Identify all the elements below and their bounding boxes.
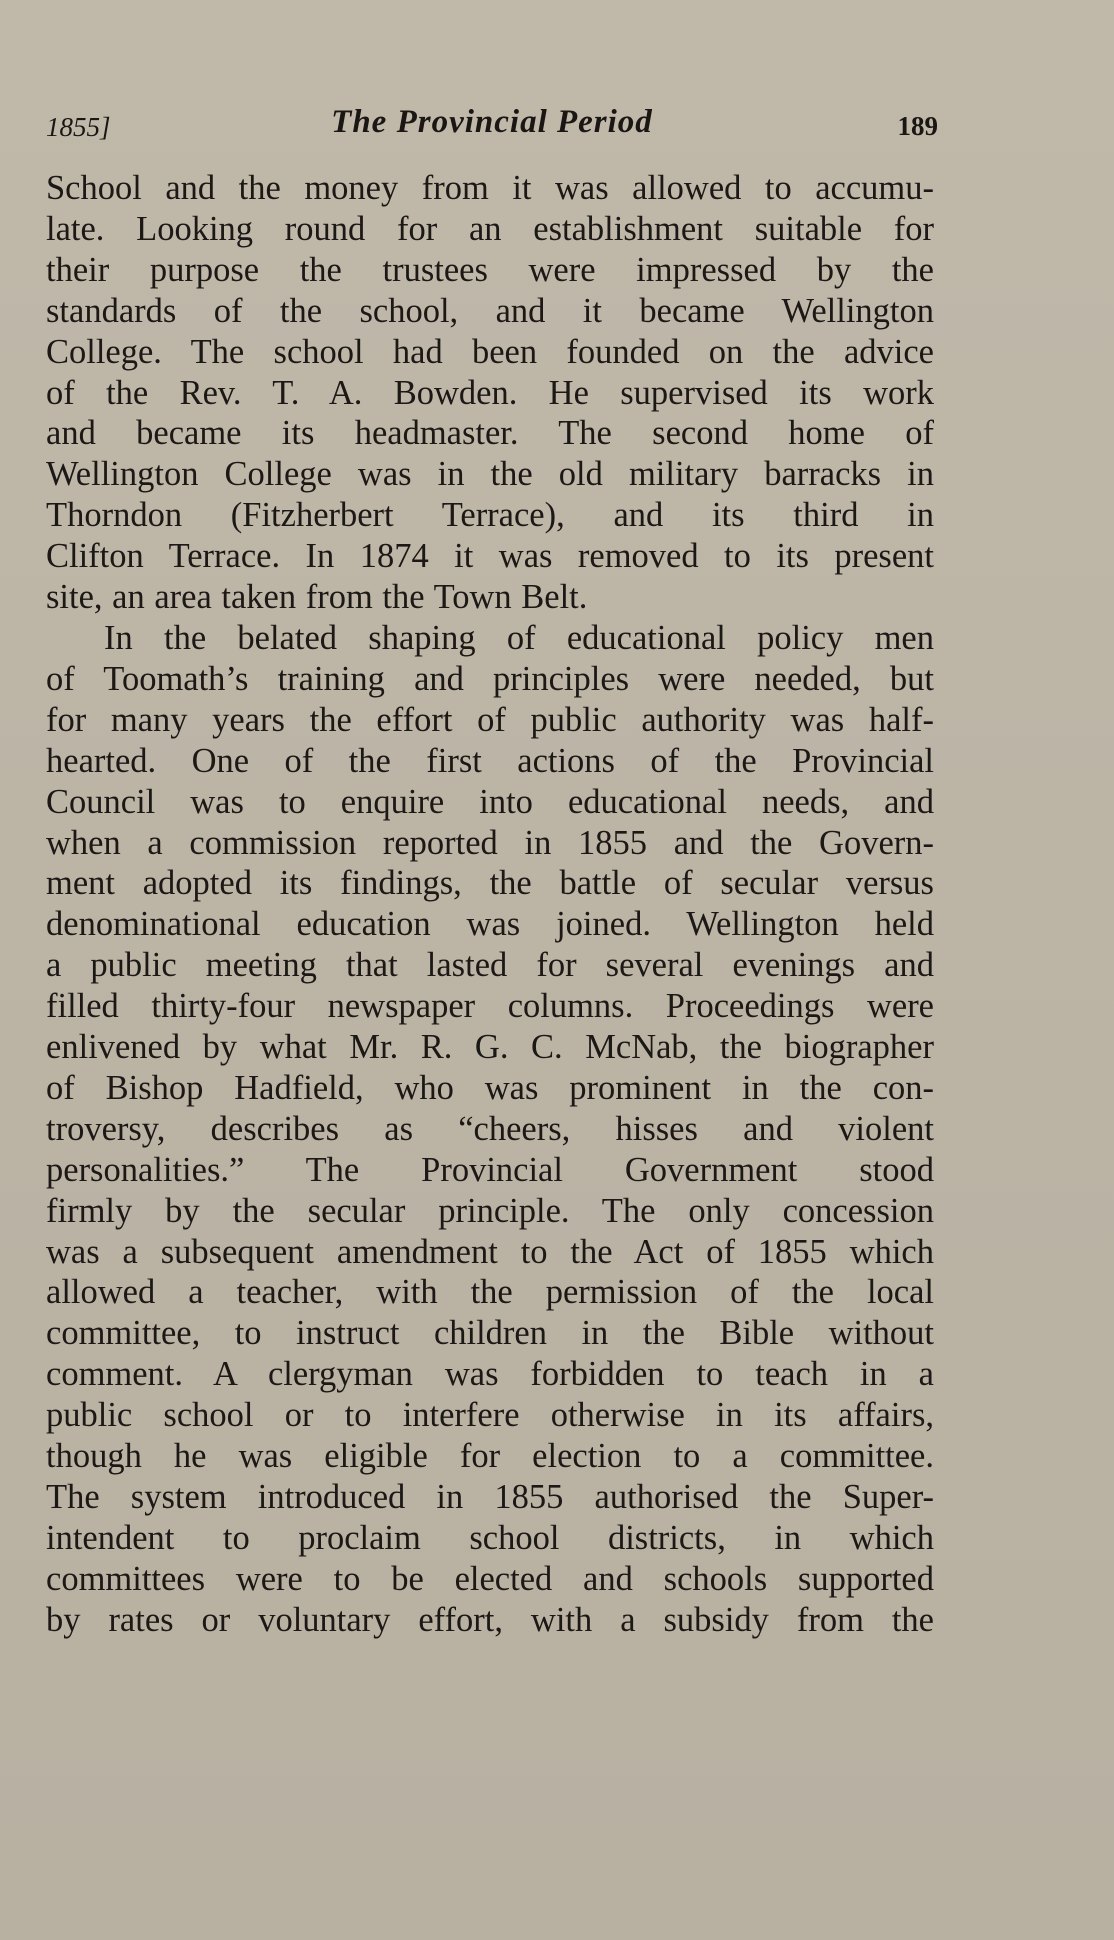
text-line: a public meeting that lasted for several evenings and [46,946,934,985]
text-line: Clifton Terrace. In 1874 it was removed to its present [46,537,934,576]
text-line: of Bishop Hadfield, who was prominent in the con- [46,1068,934,1107]
text-line: troversy, describes as “cheers, hisses and violent [46,1109,934,1148]
running-header [46,104,938,148]
text-line: firmly by the secular principle. The only concession [46,1191,934,1230]
text-line: though he was eligible for election to a committee. [46,1437,934,1476]
paragraph-end-line: site, an area taken from the Town Belt. [46,578,588,617]
text-line: committees were to be elected and schools supported [46,1559,934,1598]
text-line: and became its headmaster. The second home of [46,414,934,453]
text-line: when a commission reported in 1855 and the Govern- [46,823,934,862]
text-line: was a subsequent amendment to the Act of 1855 which [46,1232,934,1271]
text-line: ment adopted its findings, the battle of secular versus [46,864,934,903]
text-line: public school or to interfere otherwise in its affairs, [46,1396,934,1435]
text-line: The system introduced in 1855 authorised the Super- [46,1478,934,1516]
text-line: standards of the school, and it became Wellington [46,291,934,330]
page-number: 189 [897,111,938,141]
body-text [46,168,934,1641]
text-line: enlivened by what Mr. R. G. C. McNab, the biographer [46,1028,934,1067]
text-line: intendent to proclaim school districts, in which [46,1518,934,1557]
paragraph-start-line: In the belated shaping of educational policy men [104,618,934,657]
text-line: College. The school had been founded on the advice [46,332,934,371]
text-line: for many years the effort of public authority was half- [46,700,934,739]
text-line: hearted. One of the first actions of the Provincial [46,741,934,780]
text-line: late. Looking round for an establishment suitable for [46,209,934,248]
text-line: Council was to enquire into educational needs, and [46,782,934,821]
text-line: filled thirty-four newspaper columns. Proceedings were [46,987,934,1026]
header-year: 1855] [46,112,111,142]
text-line: Wellington College was in the old military barracks in [46,455,934,494]
text-line: Thorndon (Fitzherbert Terrace), and its third in [46,496,934,535]
text-line: allowed a teacher, with the permission of the local [46,1273,934,1312]
text-line: denominational education was joined. Wellington held [46,905,934,944]
text-line: School and the money from it was allowed to accumu- [46,169,934,207]
text-line: personalities.” The Provincial Government stood [46,1150,934,1189]
text-line: their purpose the trustees were impressed by the [46,250,934,289]
text-line: committee, to instruct children in the Bible without [46,1314,934,1353]
text-line: comment. A clergyman was forbidden to teach in a [46,1355,934,1394]
text-line: by rates or voluntary effort, with a subsidy from the [46,1600,934,1639]
header-title: The Provincial Period [331,104,653,140]
text-line: of Toomath’s training and principles were needed, but [46,659,934,698]
text-line: of the Rev. T. A. Bowden. He supervised its work [46,373,934,412]
